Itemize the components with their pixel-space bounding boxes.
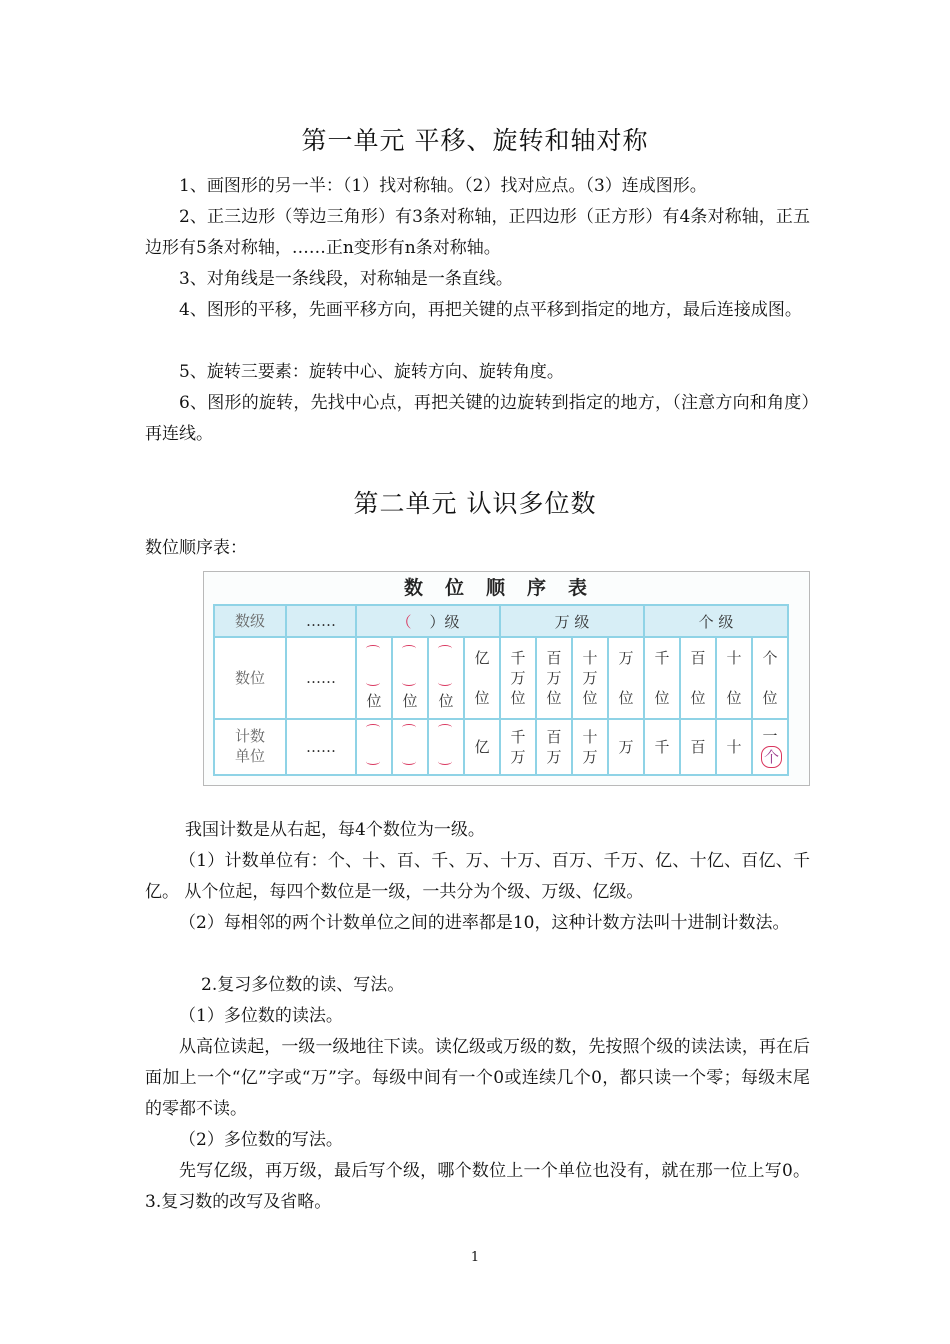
unit1-point-1: 1、画图形的另一半：（1）找对称轴。（2）找对应点。（3）连成图形。 (179, 176, 707, 196)
unit2-p3: （2）每相邻的两个计数单位之间的进率都是10，这种计数方法叫十进制计数法。 (179, 913, 790, 933)
digit-qianwan: 千万位 (500, 637, 536, 719)
unit1-point-2: 2、正三边形（等边三角形）有3条对称轴，正四边形（正方形）有4条对称轴，正五边形有5条对称轴，……正n变形有n条对称轴。 (145, 207, 810, 258)
digit-ge: 个位 (752, 637, 788, 719)
place-value-table (213, 604, 789, 776)
unit2-p1: 我国计数是从右起，每4个数位为一级。 (185, 820, 485, 840)
digit-shi: 十位 (716, 637, 752, 719)
unit-bai: 百 (680, 719, 716, 775)
place-value-chart (203, 571, 810, 786)
unit2-p5: （1）多位数的读法。 (179, 1006, 343, 1026)
yi-class-suffix: ）级 (429, 612, 460, 631)
digit-wan: 万位 (608, 637, 644, 719)
wan-class-cell: 万 级 (500, 605, 644, 637)
unit-shiwan: 十万 (572, 719, 608, 775)
unit2-p6: 从高位读起，一级一级地往下读。读亿级或万级的数，先按照个级的读法读，再在后面加上一个“亿”字或“万”字。每级中间有一个0或连续几个0，都只读一个零；每级末尾的零都不读。 (145, 1037, 810, 1119)
unit1-point-4: 4、图形的平移，先画平移方向，再把关键的点平移到指定的地方，最后连接成图。 (179, 300, 802, 320)
table-row-class (214, 605, 788, 637)
table-row-digit (214, 637, 788, 719)
digit-shiwan: 十万位 (572, 637, 608, 719)
unit1-point-3: 3、对角线是一条线段，对称轴是一条直线。 (179, 269, 513, 289)
chart-title: 数位顺序表 (403, 577, 609, 599)
unit2-p2: （1）计数单位有：个、十、百、千、万、十万、百万、千万、亿、十亿、百亿、千亿。 从个位起，每四个数位是一级，一共分为个级、万级、亿级。 (145, 851, 810, 902)
label-unit: 计数单位 (214, 719, 286, 775)
dots-cell: …… (286, 605, 356, 637)
label-digit: 数位 (214, 637, 286, 719)
label-class: 数级 (214, 605, 286, 637)
blank-unit-1 (356, 719, 392, 775)
dots-cell: …… (286, 637, 356, 719)
unit1-point-6: 6、图形的旋转，先找中心点，再把关键的边旋转到指定的地方，（注意方向和角度）再连线。 (145, 393, 810, 444)
table-row-unit (214, 719, 788, 775)
unit2-p8: 先写亿级，再万级，最后写个级，哪个数位上一个单位也没有，就在那一位上写0。 3.复习数的改写及省略。 (145, 1161, 810, 1212)
table-intro: 数位顺序表： (145, 538, 247, 558)
dots-cell: …… (286, 719, 356, 775)
unit-yi: 亿 (464, 719, 500, 775)
digit-baiwan: 百万位 (536, 637, 572, 719)
digit-yi: 亿位 (464, 637, 500, 719)
unit-baiwan: 百万 (536, 719, 572, 775)
unit2-p7: （2）多位数的写法。 (179, 1130, 343, 1150)
unit1-point-5: 5、旋转三要素：旋转中心、旋转方向、旋转角度。 (179, 362, 564, 382)
page-number: 1 (470, 1250, 480, 1265)
unit-ge: 一 个 (752, 719, 788, 775)
blank-digit-1: 位 (356, 637, 392, 719)
digit-bai: 百位 (680, 637, 716, 719)
digit-qian: 千位 (644, 637, 680, 719)
unit2-title: 第二单元 认识多位数 (353, 489, 597, 518)
yi-class-cell: （ ）级 (356, 605, 500, 637)
unit-qian: 千 (644, 719, 680, 775)
unit-shi: 十 (716, 719, 752, 775)
unit1-title: 第一单元 平移、旋转和轴对称 (301, 126, 649, 155)
blank-unit-3 (428, 719, 464, 775)
unit2-p4: 2.复习多位数的读、写法。 (201, 975, 405, 995)
blank-digit-2: 位 (392, 637, 428, 719)
unit-qianwan: 千万 (500, 719, 536, 775)
ge-class-cell: 个 级 (644, 605, 788, 637)
blank-digit-3: 位 (428, 637, 464, 719)
blank-unit-2 (392, 719, 428, 775)
unit-wan: 万 (608, 719, 644, 775)
